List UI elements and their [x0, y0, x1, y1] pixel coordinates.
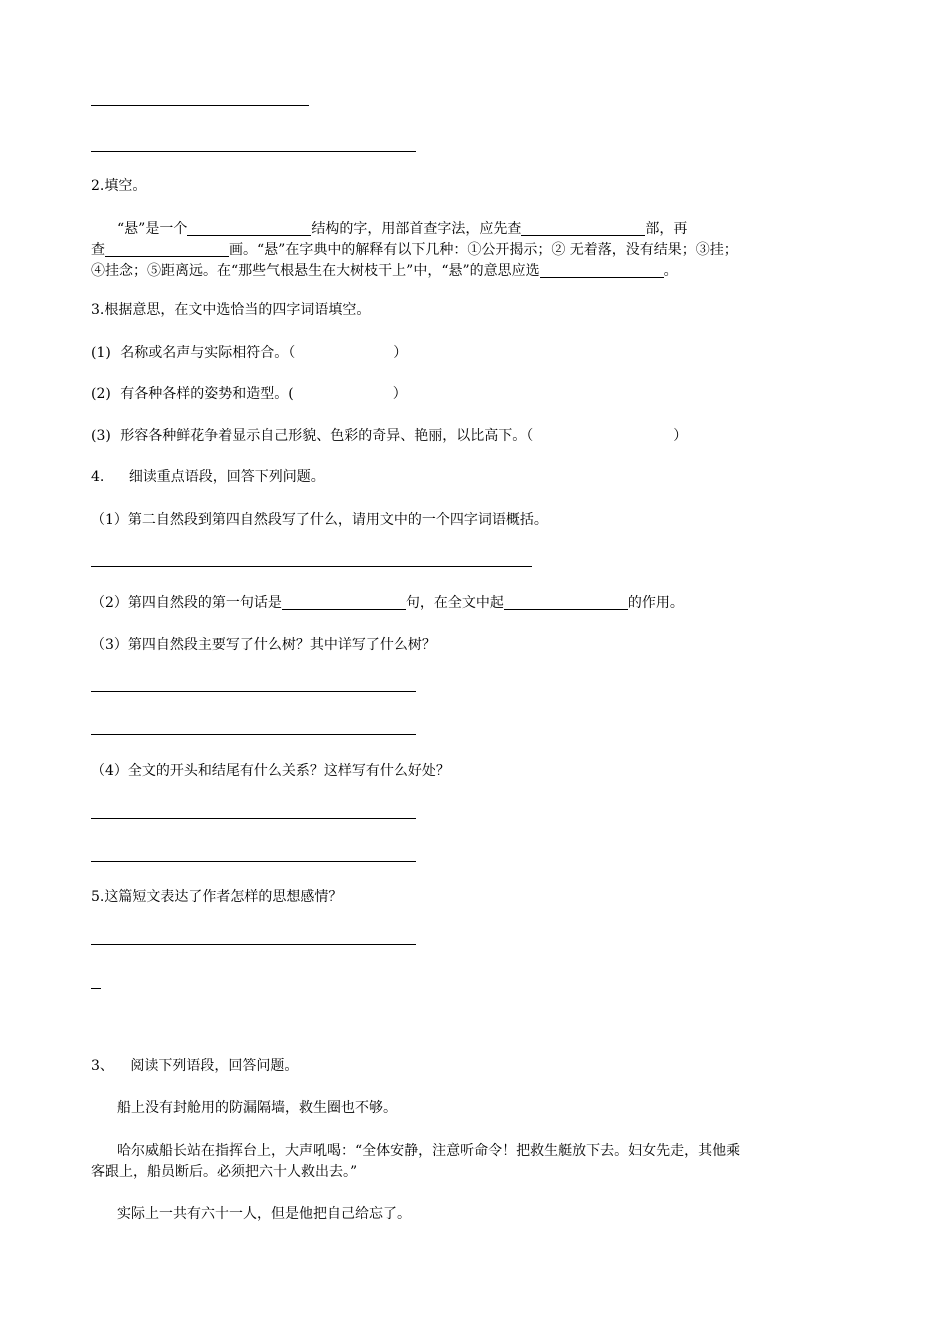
question-2-text: 画。“悬”在字典中的解释有以下几种：①公开揭示；② 无着落，没有结果；③挂；	[229, 242, 738, 258]
fill-blank-meaning[interactable]	[540, 261, 664, 278]
passage-paragraph-2-line-1: 哈尔威船长站在指挥台上，大声吼喝：“全体安静，注意听命令！把救生艇放下去。妇女先走，其他乘	[117, 1143, 741, 1159]
question-4-sub-4: （4）全文的开头和结尾有什么关系？这样写有什么好处？	[91, 763, 450, 779]
question-2-line-3	[91, 261, 678, 281]
answer-line[interactable]	[91, 944, 416, 945]
question-4-sub-2: （2）第四自然段的第一句话是 句，在全文中起 的作用。	[91, 595, 684, 611]
question-5-title: 5.这篇短文表达了作者怎样的思想感情？	[91, 889, 343, 905]
fill-blank-sentence-type[interactable]	[282, 593, 406, 610]
question-4-sub-1: （1）第二自然段到第四自然段写了什么，请用文中的一个四字词语概括。	[91, 512, 548, 528]
question-2-text: 结构的字，用部首查字法，应先查	[311, 221, 522, 237]
answer-line[interactable]	[91, 151, 416, 152]
question-2-text: “悬”是一个	[117, 221, 188, 237]
question-3-item-2: (2) 有各种各样的姿势和造型。( ）	[91, 386, 407, 402]
question-2-line-1	[117, 219, 687, 239]
question-4-title: 4. 细读重点语段，回答下列问题。	[91, 469, 325, 485]
question-3-item-1: (1) 名称或名声与实际相符合。（ ）	[91, 345, 408, 361]
question-3-title: 3.根据意思，在文中选恰当的四字词语填空。	[91, 302, 371, 318]
passage-paragraph-1: 船上没有封舱用的防漏隔墙，救生圈也不够。	[117, 1100, 397, 1116]
answer-line[interactable]	[91, 105, 309, 106]
answer-line[interactable]	[91, 818, 416, 819]
answer-line[interactable]	[91, 691, 416, 692]
answer-line[interactable]	[91, 988, 101, 989]
fill-blank-function[interactable]	[504, 593, 628, 610]
answer-line[interactable]	[91, 861, 416, 862]
answer-line[interactable]	[91, 566, 532, 567]
question-2-text: 查	[91, 242, 105, 258]
fill-blank-radical[interactable]	[521, 219, 645, 236]
passage-paragraph-2-line-2: 客跟上，船员断后。必须把六十人救出去。”	[91, 1164, 358, 1180]
question-2-text: 部，再	[645, 221, 688, 237]
question-3-item-3: (3) 形容各种鲜花争着显示自己形貌、色彩的奇异、艳丽，以比高下。（ ）	[91, 428, 688, 444]
section-3-title: 3、 阅读下列语段，回答问题。	[91, 1058, 299, 1074]
question-2-line-2	[91, 240, 738, 260]
question-2-title: 2.填空。	[91, 178, 147, 194]
answer-line[interactable]	[91, 734, 416, 735]
question-2-text: ④挂念；⑤距离远。在“那些气根悬生在大树枝干上”中，“悬”的意思应选	[91, 263, 540, 279]
question-2-text: 。	[663, 263, 678, 279]
passage-paragraph-3: 实际上一共有六十一人，但是他把自己给忘了。	[117, 1206, 411, 1222]
question-4-sub-3: （3）第四自然段主要写了什么树？其中详写了什么树？	[91, 637, 436, 653]
fill-blank-structure[interactable]	[187, 219, 311, 236]
fill-blank-strokes[interactable]	[105, 240, 229, 257]
